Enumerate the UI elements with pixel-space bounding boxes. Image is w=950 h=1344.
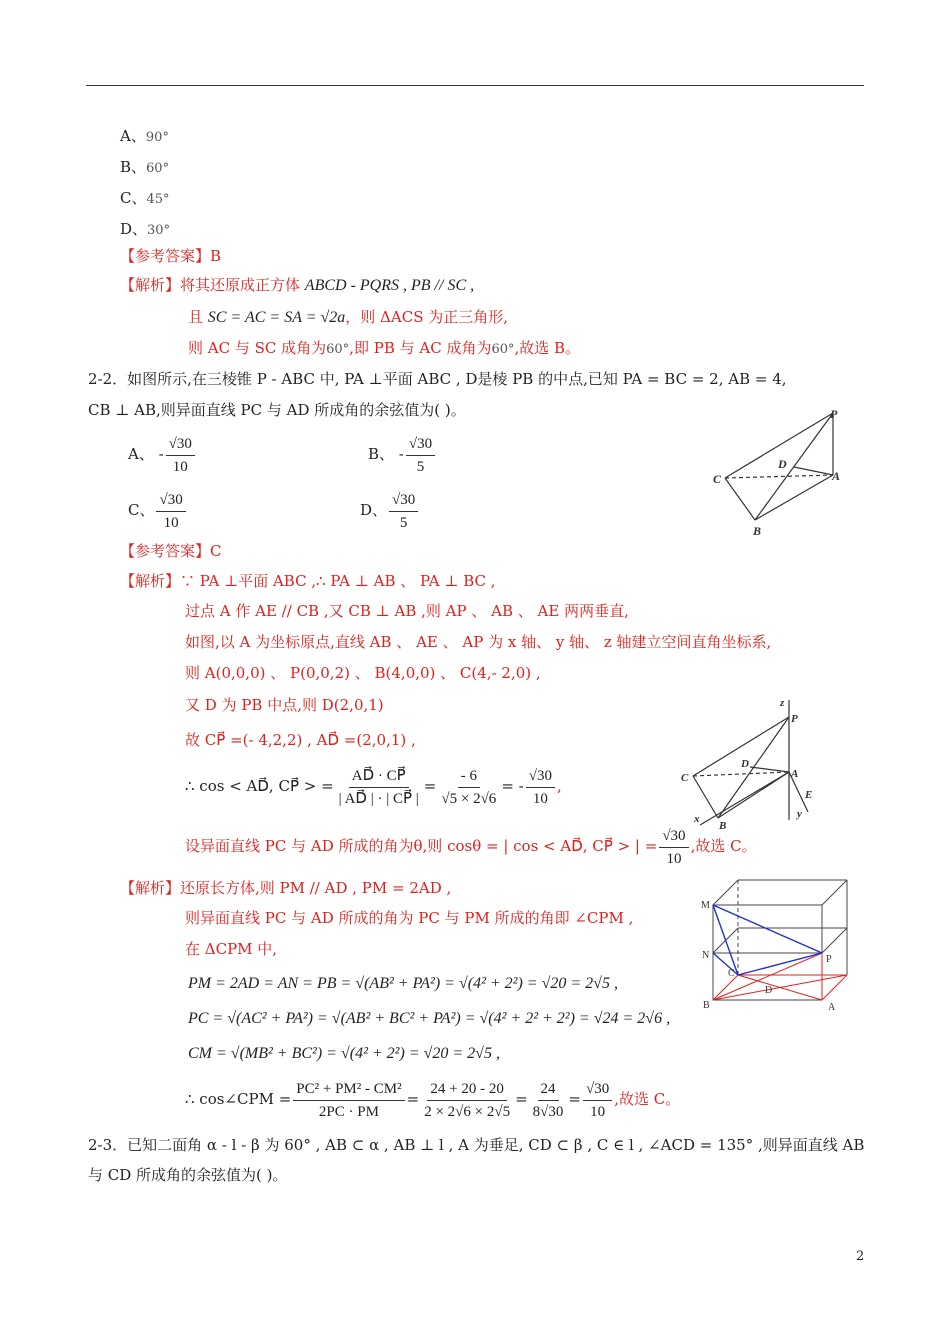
analysis-line: 则异面直线 PC 与 AD 所成的角为 PC 与 PM 所成的角即 ∠CPM , [185, 909, 634, 927]
label-x: x [694, 813, 700, 825]
label-p: P [791, 713, 798, 725]
analysis-line: 过点 A 作 AE // CB ,又 CB ⊥ AB ,则 AP 、 AB 、 AE 两两垂直, [185, 602, 629, 620]
option-d: D、 $\frac{√30}{5}$ [360, 486, 420, 534]
analysis-line: 如图,以 A 为坐标原点,直线 AB 、 AE 、 AP 为 x 轴、 y 轴、 z 轴建立空间直角坐标系, [185, 633, 772, 651]
question-stem: 与 CD 所成角的余弦值为( )。 [88, 1166, 288, 1184]
cuboid-figure [713, 880, 847, 1000]
label-p: P [830, 407, 838, 421]
option-b: B、 - $\frac{√30}{5}$ [368, 430, 437, 478]
option-d: D、30° [120, 220, 171, 238]
analysis-line: 则 A(0,0,0) 、 P(0,0,2) 、 B(4,0,0) 、 C(4,- 2,0) , [185, 664, 541, 682]
question-stem: CB ⊥ AB,则异面直线 PC 与 AD 所成角的余弦值为( )。 [88, 401, 466, 419]
analysis-line: 【解析】还原长方体,则 PM // AD , PM = 2AD , [120, 879, 452, 897]
label-m: M [701, 900, 710, 911]
label-z: z [780, 697, 785, 709]
option-c: C、 $\frac{√30}{10}$ [128, 486, 188, 534]
cos-cpm-formula: ∴ cos∠CPM = $\frac{\text{PC² + PM² - CM²}}{2PC \cdot PM}$ = $\frac{24 + 20 - 20}{2 \times 2√6 \times 2√5}$ = $\frac{24}{8√30}$ = $\frac{√30}{10}$ ,故选 C。 [185, 1075, 680, 1123]
question-stem: 2-3．已知二面角 α - l - β 为 60° , AB ⊂ α , AB ⊥ l , A 为垂足, CD ⊂ β , C ∈ l , ∠ACD = 135° ,则异面直线 AB [88, 1136, 865, 1154]
analysis-line: 且 SC = AC = SA = √2a，则 ΔACS 为正三角形, [188, 308, 509, 326]
label-b: B [753, 524, 762, 538]
cos-formula: ∴ cos < AD⃗, CP⃗ > = $\frac{AD⃗ \cdot CP⃗}{| AD⃗ | \cdot | CP⃗ |}$ = $\frac{- 6}{√5 \times 2√6}$ = - $\frac{√30}{10}$ , [185, 762, 562, 810]
label-d: D [778, 457, 787, 471]
answer: 【参考答案】C [120, 542, 222, 560]
label-c: C [713, 472, 722, 486]
label-n: N [702, 950, 710, 961]
label-b: B [703, 1000, 710, 1011]
label-e: E [805, 789, 813, 801]
label-a: A [828, 1002, 836, 1013]
label-p: P [826, 954, 832, 965]
analysis-line: 则 AC 与 SC 成角为60°,即 PB 与 AC 成角为60°,故选 B。 [188, 339, 581, 357]
page-number: 2 [856, 1249, 865, 1264]
label-c: C [728, 968, 735, 979]
analysis-line: 在 ΔCPM 中, [185, 940, 278, 958]
cm-formula: CM = √(MB² + BC²) = √(4² + 2²) = √20 = 2√5 , [188, 1045, 500, 1062]
option-a: A、 - $\frac{√30}{10}$ [128, 430, 197, 478]
pm-formula: PM = 2AD = AN = PB = √(AB² + PA²) = √(4² + 2²) = √20 = 2√5 , [188, 975, 618, 992]
label-d: D [741, 758, 749, 770]
analysis-line: 故 CP⃗ =(- 4,2,2) , AD⃗ =(2,0,1) , [185, 731, 416, 749]
label-a: A [791, 768, 799, 780]
analysis-line: 【解析】∵ PA ⊥平面 ABC ,∴ PA ⊥ AB 、 PA ⊥ BC , [120, 572, 496, 590]
option-b: B、60° [120, 158, 170, 176]
option-a: A、90° [120, 127, 169, 145]
label-a: A [832, 469, 841, 483]
label-b: B [719, 820, 727, 832]
analysis-line: 【解析】将其还原成正方体 ABCD - PQRS , PB // SC , [120, 276, 475, 294]
analysis-line: 又 D 为 PB 中点,则 D(2,0,1) [185, 696, 384, 714]
pc-formula: PC = √(AC² + PA²) = √(AB² + BC² + PA²) = √(4² + 2² + 2²) = √24 = 2√6 , [188, 1010, 671, 1027]
label-y: y [797, 808, 802, 820]
analysis-line: 设异面直线 PC 与 AD 所成的角为θ,则 cosθ = | cos < AD⃗, CP⃗ > | = $\frac{√30}{10}$ ,故选 C。 [185, 822, 757, 870]
label-d: D [765, 985, 773, 996]
option-c: C、45° [120, 189, 170, 207]
answer: 【参考答案】B [120, 247, 222, 265]
label-c: C [681, 772, 689, 784]
question-stem: 2-2．如图所示,在三棱锥 P - ABC 中, PA ⊥平面 ABC , D是棱 PB 的中点,已知 PA = BC = 2, AB = 4, [88, 370, 787, 388]
